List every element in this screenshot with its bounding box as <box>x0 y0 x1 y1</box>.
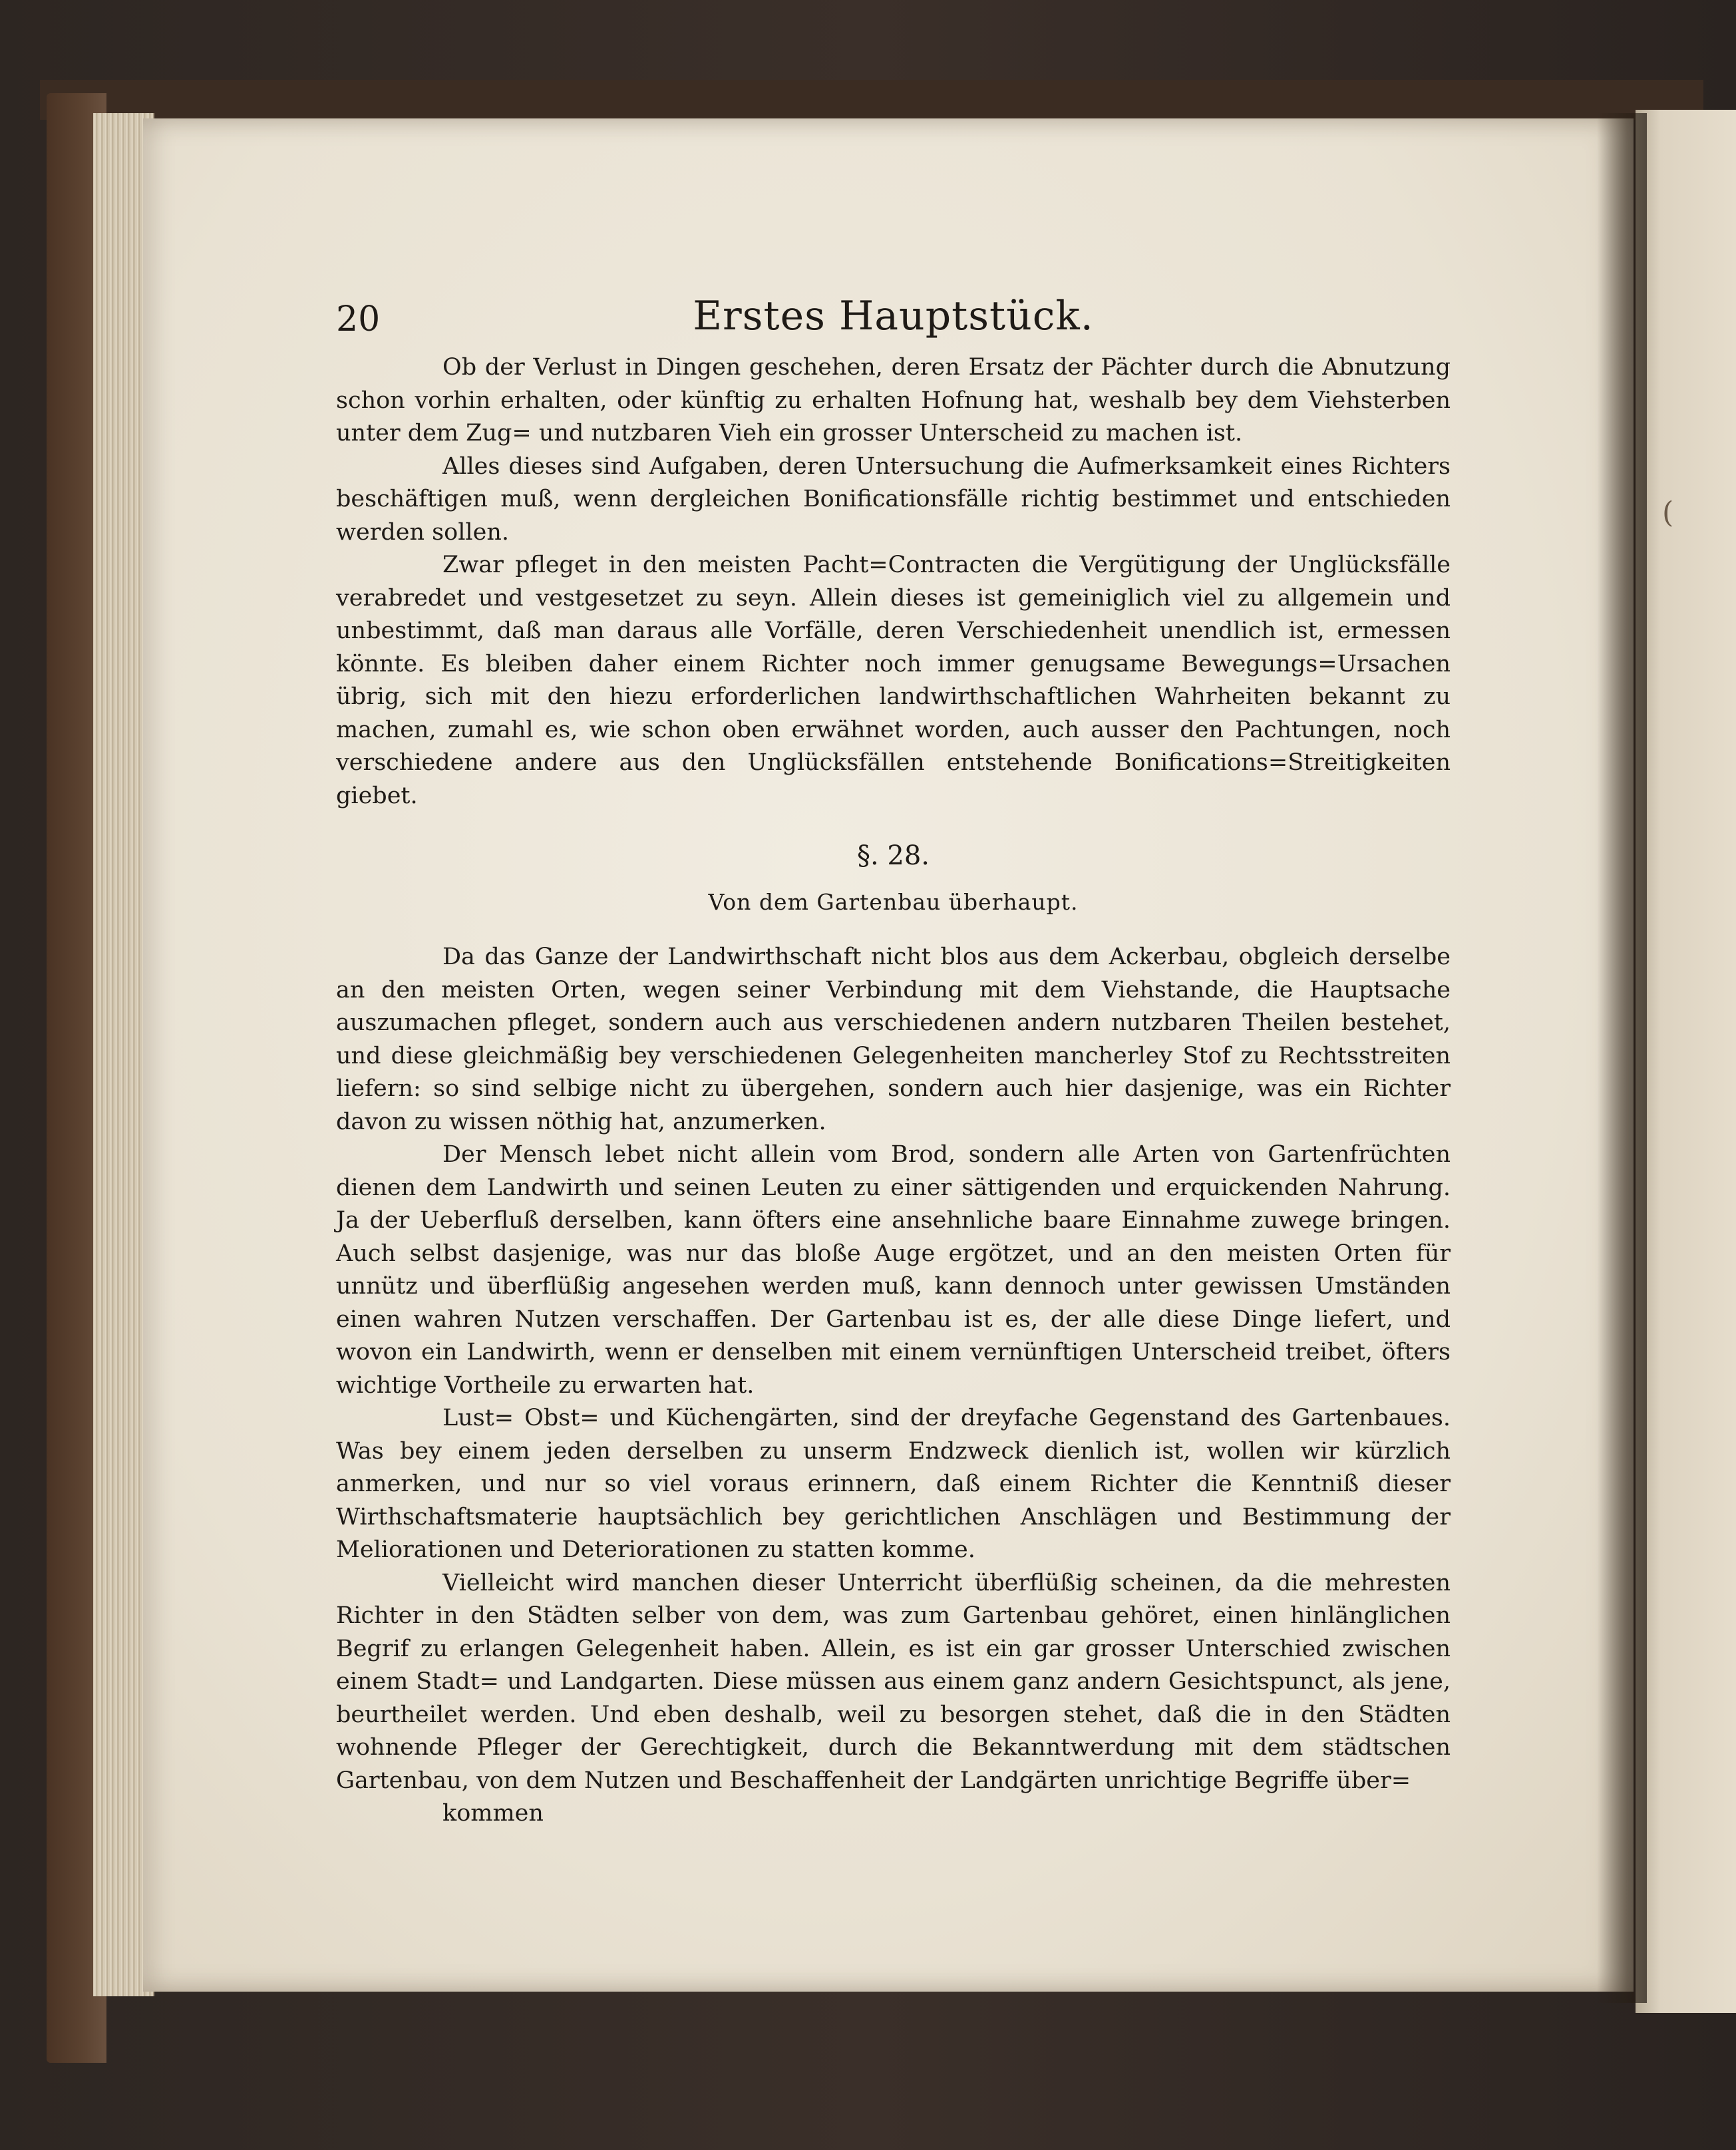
paragraph: Lust= Obst= und Küchengärten, sind der dreyfache Gegenstand des Gartenbaues. Was bey einem jeden derselben zu unserm Endzweck dienlich ist, wollen wir kürzlich anmerken, und nur so viel voraus erinnern, daß einem Richter die Kenntniß dieser Wirthschaftsmaterie hauptsächlich bey gerichtlichen Anschlägen und Bestimmung der Meliorationen und Deteriorationen zu statten komme. <box>336 1405 1451 1563</box>
paragraph: Da das Ganze der Landwirthschaft nicht blos aus dem Ackerbau, obgleich derselbe an den meisten Orten, wegen seiner Verbindung mit dem Viehstande, die Hauptsache auszumachen pfleget, sondern auch aus verschiedenen andern nutzbaren Theilen bestehet, und diese gleichmäßig bey verschiedenen Gelegenheiten mancherley Stof zu Rechtsstreiten liefern: so sind selbige nicht zu übergehen, sondern auch hier dasjenige, was ein Richter davon zu wissen nöthig hat, anzumerken. <box>336 944 1451 1135</box>
right-page-edge <box>1636 110 1736 2013</box>
margin-mark: ( <box>1662 496 1674 530</box>
paragraph: Zwar pfleget in den meisten Pacht=Contracten die Vergütigung der Unglücksfälle verabredet und vestgesetzet zu seyn. Allein dieses ist gemeiniglich viel zu allgemein und unbestimmt, daß man daraus alle Vorfälle, deren Verschiedenheit unendlich ist, ermessen könnte. Es bleiben daher einem Richter noch immer genugsame Bewegungs=Ursachen übrig, sich mit den hiezu erforderlichen landwirthschaftlichen Wahrheiten bekannt zu machen, zumahl es, wie schon oben erwähnet worden, auch ausser den Pachtungen, noch verschiedene andere aus den Unglücksfällen entstehende Bonifications=Streitigkeiten giebet. <box>336 552 1451 809</box>
section-title: Von dem Gartenbau überhaupt. <box>708 889 1079 915</box>
book-cover-top <box>40 80 1703 120</box>
paragraph: Ob der Verlust in Dingen geschehen, deren Ersatz der Pächter durch die Abnutzung schon vorhin erhalten, oder künftig zu erhalten Hofnung hat, weshalb bey dem Viehsterben unter dem Zug= und nutzbaren Vieh ein grosser Unterscheid zu machen ist. <box>336 354 1451 447</box>
body-text <box>336 351 1451 1831</box>
running-head <box>336 293 1451 346</box>
page-number: 20 <box>336 299 381 339</box>
section-number: §. 28. <box>856 840 930 871</box>
chapter-title: Erstes Hauptstück. <box>693 293 1094 339</box>
gutter-shadow <box>1597 113 1647 2003</box>
catchword: kommen <box>442 1800 544 1827</box>
paragraph: Der Mensch lebet nicht allein vom Brod, sondern alle Arten von Gartenfrüchten dienen dem Landwirth und seinen Leuten zu einer sättigenden und erquickenden Nahrung. Ja der Ueberfluß derselben, kann öfters eine ansehnliche baare Einnahme zuwege bringen. Auch selbst dasjenige, was nur das bloße Auge ergötzet, und an den meisten Orten für unnütz und überflüßig angesehen werden muß, kann dennoch unter gewissen Umständen einen wahren Nutzen verschaffen. Der Gartenbau ist es, der alle diese Dinge liefert, und wovon ein Landwirth, wenn er denselben mit einem vernünftigen Unterscheid treibet, öfters wichtige Vortheile zu erwarten hat. <box>336 1141 1451 1399</box>
paragraph: Alles dieses sind Aufgaben, deren Untersuchung die Aufmerksamkeit eines Richters beschäftigen muß, wenn dergleichen Bonificationsfälle richtig bestimmet und entschieden werden sollen. <box>336 452 1451 546</box>
paragraph: Vielleicht wird manchen dieser Unterricht überflüßig scheinen, da die mehresten Richter in den Städten selber von dem, was zum Gartenbau gehöret, einen hinlänglichen Begrif zu erlangen Gelegenheit haben. Allein, es ist ein gar grosser Unterschied zwischen einem Stadt= und Landgarten. Diese müssen aus einem ganz andern Gesichtspunct, als jene, beurtheilet werden. Und eben deshalb, weil zu besorgen stehet, daß die in den Städten wohnende Pfleger der Gerechtigkeit, durch die Bekanntwerdung mit dem städtschen Gartenbau, von dem Nutzen und Beschaffenheit der Landgärten unrichtige Begriffe über= <box>336 1569 1451 1794</box>
